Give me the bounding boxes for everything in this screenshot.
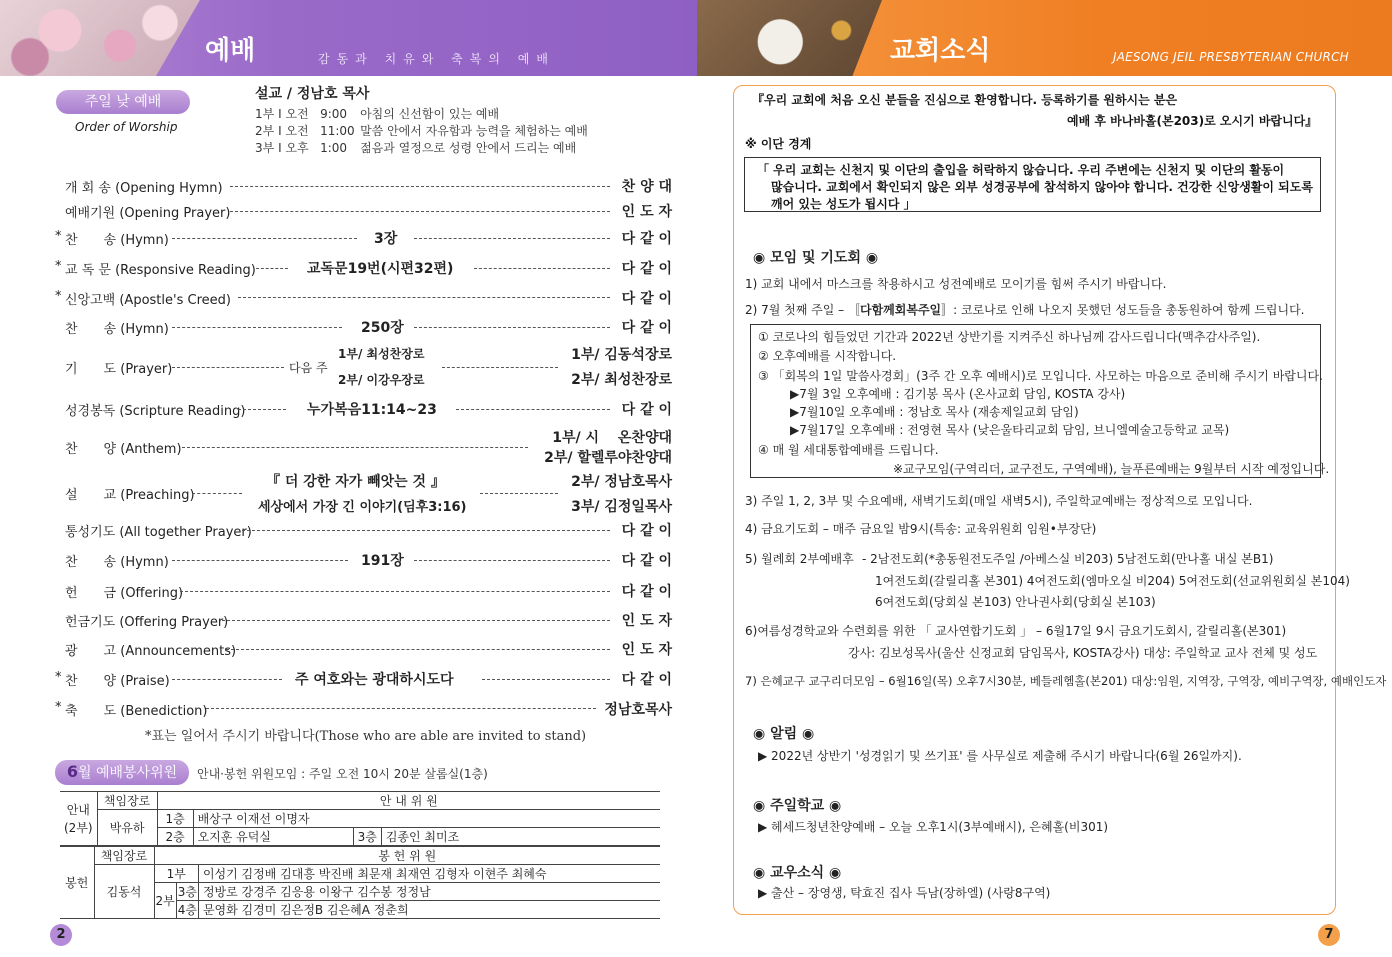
leader-line bbox=[206, 708, 596, 709]
church-name: JAESONG JEIL PRESBYTERIAN CHURCH bbox=[1113, 50, 1349, 64]
hymn3-number: 191장 bbox=[361, 553, 404, 569]
guide-floor-1: 1층 bbox=[157, 810, 193, 828]
offer-floor-4-members: 문영화 김경미 김은정B 김은혜A 정춘희 bbox=[198, 901, 660, 919]
restoration-3: ③ 「회복의 1일 말씀사경회」(3주 간 오후 예배시)로 모입니다. 사모하는 마음으로 준비해 주시기 바랍니다. bbox=[758, 369, 1323, 383]
restoration-3c: ▶7월17일 오후예배 : 전영현 목사 (낮은울타리교회 담임, 브니엘예술고등학교 교목) bbox=[790, 423, 1230, 437]
notice-title: ◉ 알림 ◉ bbox=[753, 726, 815, 742]
prayer-part1: 1부/ 최성찬장로 bbox=[338, 347, 425, 361]
anthem-choir-1: 1부/ 시 온찬양대 bbox=[552, 430, 672, 446]
offer-group: 봉헌 bbox=[60, 847, 94, 919]
restoration-2: ② 오후예배를 시작합니다. bbox=[758, 349, 897, 363]
time-row-1: 1부 I 오전 9:00 아침의 신선함이 있는 예배 bbox=[255, 107, 500, 121]
praise-song: 주 여호와는 광대하시도다 bbox=[295, 672, 454, 688]
meeting-item-5c: 1여전도회(갈릴리홀 본301) 4여전도회(엠마오실 비204) 5여전도회(선교위원회실 본104) bbox=[875, 574, 1350, 588]
stand-star: * bbox=[55, 700, 62, 715]
leader-line bbox=[414, 238, 610, 239]
leader-line bbox=[230, 211, 610, 212]
sunday-school-title: ◉ 주일학교 ◉ bbox=[753, 798, 842, 814]
hymn1-label: 찬 송 (Hymn) bbox=[65, 233, 169, 248]
prayer-part2: 2부/ 이강우장로 bbox=[338, 373, 425, 387]
preacher-1: 2부/ 정남호목사 bbox=[571, 474, 672, 490]
guide-lead: 박유하 bbox=[97, 810, 157, 846]
leader-line bbox=[474, 268, 610, 269]
reading-label: 교 독 문 (Responsive Reading) bbox=[65, 263, 256, 278]
meeting-item-1: 1) 교회 내에서 마스크를 착용하시고 성전예배로 모이기를 힘써 주시기 바랍니다. bbox=[745, 277, 1167, 291]
meeting-item-5: 5) 월례회 2부예배후 bbox=[745, 552, 854, 566]
offering-prayer-label: 헌금기도 (Offering Prayer) bbox=[65, 615, 229, 630]
time-row-2: 2부 I 오전 11:00 말씀 안에서 자유함과 능력을 체험하는 예배 bbox=[255, 124, 588, 138]
leader-line bbox=[238, 297, 610, 298]
prayer-next-week: 다음 주 bbox=[289, 361, 328, 375]
leader-line bbox=[238, 409, 286, 410]
leader-line bbox=[172, 327, 342, 328]
stand-star: * bbox=[55, 670, 62, 685]
heresy-title: ※ 이단 경계 bbox=[745, 137, 812, 151]
hymn3-leader: 다 같 이 bbox=[621, 553, 672, 569]
leader-line bbox=[414, 560, 610, 561]
service-badge: 6월 예배봉사위원 bbox=[55, 760, 189, 785]
meeting-item-4: 4) 금요기도회 – 매주 금요일 밤9시(특송: 교육위원회 임원•부장단) bbox=[745, 522, 1097, 536]
preaching-label: 설 교 (Preaching) bbox=[65, 488, 195, 503]
announcements-label: 광 고 (Announcements) bbox=[65, 644, 237, 659]
leader-line bbox=[482, 679, 610, 680]
reading-text: 교독문19번(시편32편) bbox=[307, 261, 454, 277]
leader-line bbox=[172, 679, 282, 680]
offer-lead: 김동석 bbox=[94, 865, 154, 919]
offering-label: 헌 금 (Offering) bbox=[65, 586, 184, 601]
right-header-title: 교회소식 bbox=[890, 36, 991, 66]
heresy-line-2: 많습니다. 교회에서 확인되지 않은 외부 성경공부에 참석하지 않아야 합니다. 건강한 신앙생활이 되도록 bbox=[771, 180, 1313, 194]
worship-badge-en: Order of Worship bbox=[75, 120, 178, 134]
left-header-title: 예배 bbox=[205, 36, 256, 66]
leader-line bbox=[256, 268, 288, 269]
opening-prayer-leader: 인 도 자 bbox=[621, 204, 672, 220]
hymn2-label: 찬 송 (Hymn) bbox=[65, 322, 169, 337]
leader-line bbox=[414, 327, 610, 328]
offer-member-header: 봉 헌 위 원 bbox=[154, 847, 660, 865]
guide-floor-3-members: 김종인 최미조 bbox=[381, 828, 660, 846]
together-label: 통성기도 (All together Prayer) bbox=[65, 525, 252, 540]
guide-floor-3: 3층 bbox=[353, 828, 381, 846]
leader-line bbox=[172, 367, 284, 368]
guide-lead-header: 책임장로 bbox=[97, 792, 157, 810]
service-note: 안내·봉헌 위원모임 : 주일 오전 10시 20분 살롬실(1층) bbox=[197, 767, 488, 781]
benediction-leader: 정남호목사 bbox=[604, 702, 672, 718]
offer-floor-4: 4층 bbox=[176, 901, 198, 919]
left-header-subtitle: 감동과 치유와 축복의 예배 bbox=[318, 52, 555, 66]
prayer-right-1: 1부/ 김동석장로 bbox=[571, 347, 672, 363]
prayer-right-2: 2부/ 최성찬장로 bbox=[571, 372, 672, 388]
prayer-label: 기 도 (Prayer) bbox=[65, 362, 173, 377]
leader-line bbox=[456, 409, 610, 410]
stand-star: * bbox=[55, 289, 62, 304]
offer-lead-header: 책임장로 bbox=[94, 847, 154, 865]
reading-leader: 다 같 이 bbox=[621, 261, 672, 277]
creed-label: 신앙고백 (Apostle's Creed) bbox=[65, 293, 231, 308]
restoration-note: ※교구모임(구역리더, 교구전도, 구역예배), 늘푸른예배는 9월부터 시작 예정입니다. bbox=[893, 462, 1330, 476]
leader-line bbox=[182, 447, 528, 448]
guide-group: 안내 (2부) bbox=[60, 792, 97, 846]
restoration-3a: ▶7월 3일 오후예배 : 김기봉 목사 (온사교회 담임, KOSTA 강사) bbox=[790, 387, 1126, 401]
meeting-item-6b: 강사: 김보성목사(울산 신정교회 담임목사, KOSTA강사) 대상: 주일학교 교사 전체 및 성도 bbox=[848, 646, 1318, 660]
page-number-left: 2 bbox=[50, 924, 72, 946]
offering-leader: 다 같 이 bbox=[621, 584, 672, 600]
offer-part-2: 2부 bbox=[154, 883, 176, 919]
leader-line bbox=[180, 591, 610, 592]
worship-badge: 주일 낮 예배 bbox=[56, 90, 190, 114]
members-title: ◉ 교우소식 ◉ bbox=[753, 865, 842, 881]
praise-leader: 다 같 이 bbox=[621, 672, 672, 688]
meeting-item-6: 6)여름성경학교와 수련회를 위한 「 교사연합기도회 」 – 6월17일 9시 금요기도회시, 갈릴리홀(본301) bbox=[745, 624, 1287, 638]
leader-line bbox=[222, 620, 610, 621]
together-leader: 다 같 이 bbox=[621, 523, 672, 539]
leader-line bbox=[242, 530, 610, 531]
stand-note: *표는 일어서 주시기 바랍니다(Those who are able are invited to stand) bbox=[145, 729, 587, 744]
heresy-line-1: 「 우리 교회는 신천지 및 이단의 출입을 허락하지 않습니다. 우리 주변에는 신천지 및 이단의 활동이 bbox=[757, 163, 1285, 177]
meeting-item-5d: 6여전도회(당회실 본103) 안나권사회(당회실 본103) bbox=[875, 595, 1156, 609]
offer-floor-3-members: 정방로 강경주 김응용 이왕구 김수봉 정정남 bbox=[198, 883, 660, 901]
meeting-title: ◉ 모임 및 기도회 ◉ bbox=[753, 250, 879, 266]
sunday-school-item: ▶ 헤세드청년찬양예배 – 오늘 오후1시(3부예배시), 은혜홀(비301) bbox=[758, 820, 1109, 834]
sermon-title-1: 『 더 강한 자가 빼앗는 것 』 bbox=[266, 474, 445, 490]
creed-leader: 다 같 이 bbox=[621, 291, 672, 307]
anthem-choir-2: 2부/ 할렐루야찬양대 bbox=[544, 450, 672, 466]
leader-line bbox=[230, 186, 610, 187]
meeting-item-5b: - 2남전도회(*총동원전도주일 /아베스실 비203) 5남전도회(만나홀 내실 본B1) bbox=[862, 552, 1274, 566]
desk-image bbox=[697, 0, 882, 76]
meeting-item-2: 2) 7월 첫째 주일 – 〚다함께회복주일〛: 코로나로 인해 나오지 못했던 성도들을 총동원하여 함께 드립니다. bbox=[745, 303, 1305, 317]
page-number-right: 7 bbox=[1318, 924, 1340, 946]
hymn2-leader: 다 같 이 bbox=[621, 320, 672, 336]
leader-line bbox=[442, 367, 558, 368]
members-item: ▶ 출산 – 장영생, 탁효진 집사 득남(장하엘) (사랑8구역) bbox=[758, 886, 1051, 900]
guide-floor-1-members: 배상구 이재선 이명자 bbox=[193, 810, 660, 828]
sermon-title-2: 세상에서 가장 긴 이야기(딤후3:16) bbox=[258, 500, 467, 515]
opening-hymn-leader: 찬 양 대 bbox=[621, 179, 672, 195]
hymn2-number: 250장 bbox=[361, 320, 404, 336]
offer-part-1: 1부 bbox=[154, 865, 198, 883]
guide-member-header: 안 내 위 원 bbox=[157, 792, 660, 810]
meeting-item-7: 7) 은혜교구 교구리더모임 – 6월16일(목) 오후7시30분, 베들레헴홀(본201) 대상:임원, 지역장, 구역장, 예비구역장, 예배인도자 bbox=[745, 674, 1387, 688]
scripture-label: 성경봉독 (Scripture Reading) bbox=[65, 404, 246, 419]
stand-star: * bbox=[55, 259, 62, 274]
announcements-leader: 인 도 자 bbox=[621, 642, 672, 658]
restoration-3b: ▶7월10일 오후예배 : 정남호 목사 (재송제일교회 담임) bbox=[790, 405, 1079, 419]
preacher-2: 3부/ 김정일목사 bbox=[571, 499, 672, 515]
guide-floor-2-members: 오지훈 유덕실 bbox=[193, 828, 353, 846]
leader-line bbox=[226, 649, 610, 650]
restoration-1: ① 코로나의 힘들었던 기간과 2022년 상반기를 지켜주신 하나님께 감사드립니다(맥추감사주일). bbox=[758, 330, 1261, 344]
offering-prayer-leader: 인 도 자 bbox=[621, 613, 672, 629]
opening-prayer-label: 예배기원 (Opening Prayer) bbox=[65, 206, 231, 221]
hymn1-leader: 다 같 이 bbox=[621, 231, 672, 247]
leader-line bbox=[172, 238, 357, 239]
offer-part-1-members: 이성기 김정배 김대흥 박진배 최문재 최재연 김형자 이현주 최혜숙 bbox=[198, 865, 660, 883]
welcome-line-1: 『우리 교회에 처음 오신 분들을 진심으로 환영합니다. 등록하기를 원하시는 분은 bbox=[752, 93, 1178, 107]
notice-item-1: ▶ 2022년 상반기 '성경읽기 및 쓰기표' 를 사무실로 제출해 주시기 바랍니다(6월 26일까지). bbox=[758, 749, 1242, 763]
guide-floor-2: 2층 bbox=[157, 828, 193, 846]
service-table bbox=[60, 791, 660, 846]
heresy-line-3: 깨어 있는 성도가 됩시다 」 bbox=[771, 197, 916, 211]
welcome-line-2: 예배 후 바나바홀(본203)로 오시기 바랍니다』 bbox=[1067, 114, 1318, 128]
leader-line bbox=[480, 493, 558, 494]
leader-line bbox=[172, 560, 348, 561]
anthem-label: 찬 양 (Anthem) bbox=[65, 442, 182, 457]
offer-floor-3: 3층 bbox=[176, 883, 198, 901]
offering-table bbox=[60, 846, 660, 919]
meeting-item-3: 3) 주일 1, 2, 3부 및 수요예배, 새벽기도회(매일 새벽5시), 주일학교예배는 정상적으로 모입니다. bbox=[745, 494, 1253, 508]
benediction-label: 축 도 (Benediction) bbox=[65, 704, 208, 719]
restoration-4: ④ 매 월 세대통합예배를 드립니다. bbox=[758, 443, 939, 457]
leader-line bbox=[192, 493, 242, 494]
hymn1-number: 3장 bbox=[374, 231, 398, 247]
scripture-leader: 다 같 이 bbox=[621, 402, 672, 418]
sermon-title: 설교 / 정남호 목사 bbox=[255, 86, 370, 102]
scripture-text: 누가복음11:14~23 bbox=[307, 402, 437, 418]
hymn3-label: 찬 송 (Hymn) bbox=[65, 555, 169, 570]
opening-hymn-label: 개 회 송 (Opening Hymn) bbox=[65, 181, 223, 196]
praise-label: 찬 양 (Praise) bbox=[65, 674, 170, 689]
time-row-3: 3부 I 오후 1:00 젊음과 열정으로 성령 안에서 드리는 예배 bbox=[255, 141, 577, 155]
stand-star: * bbox=[55, 229, 62, 244]
